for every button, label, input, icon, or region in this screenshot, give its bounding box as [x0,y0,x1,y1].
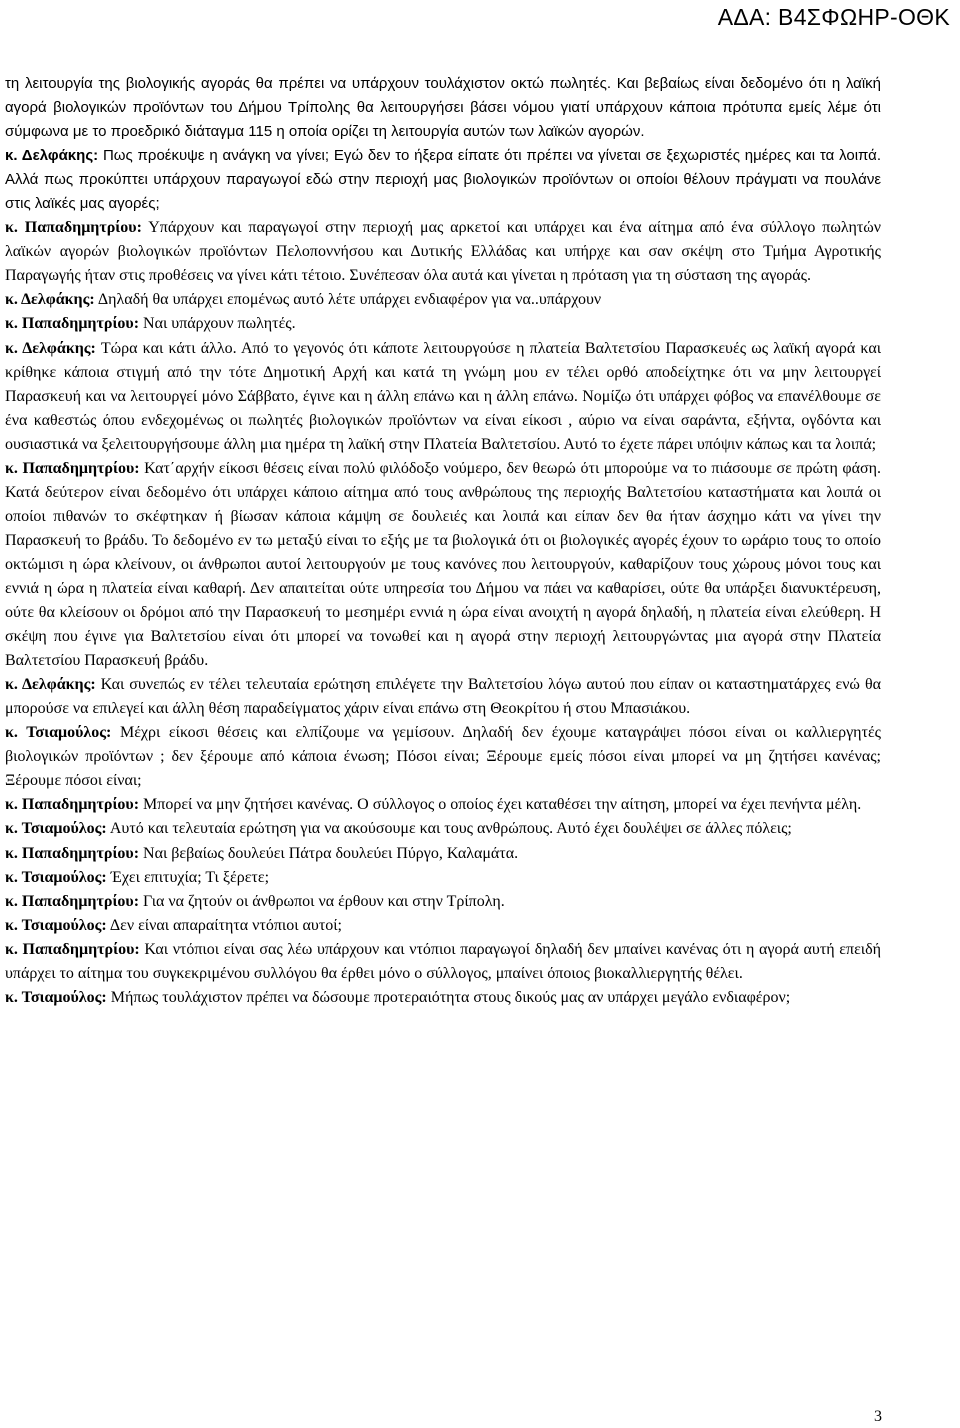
speaker-label: κ. Τσιαμούλος: [5,724,112,742]
paragraph-text: Υπάρχουν και παραγωγοί στην περιοχή μας αρκετοί και υπάρχει και ένα αίτημα από ένα σύλλογο πωλητών λαϊκών αγορών βιολογικών προϊόντων Πελοποννήσου και Δυτικής Ελλάδας και υπήρχε και σαν σκέψη στο Τμήμα Αγροτικής Παραγωγής ήταν στις προθέσεις να γίνει κάτι τέτοιο. Συνέπεσαν όλα αυτά και γίνεται η πρόταση για τη σύσταση της αγοράς. [5,219,882,285]
speaker-label: κ. Παπαδημητρίου: [5,892,140,910]
speaker-label: κ. Παπαδημητρίου: [5,459,140,477]
paragraph-tsiamoulos [5,721,881,793]
paragraph-text: Ναι υπάρχουν πωλητές. [143,315,296,333]
paragraph-text: Πως προέκυψε η ανάγκη να γίνει; Εγώ δεν το ήξερα είπατε ότι πρέπει να γίνεται σε ξεχωριστές ημέρες και τα λοιπά. Αλλά πως προκύπτει υπάρχουν παραγωγοί εδώ στην περιοχή μας βιολογικών προϊόντων οι οποίοι θέλουν πράγματι να πουλάνε στις λαϊκές μας αγορές; [5,147,882,213]
paragraph-papadimitriou [5,938,881,986]
paragraph-tsiamoulos [5,986,881,1010]
paragraph-text: τη λειτουργία της βιολογικής αγοράς θα πρέπει να υπάρχουν τουλάχιστον οκτώ πωλητές. Και βεβαίως είναι δεδομένο ότι η λαϊκή αγορά βιολογικών προϊόντων του Δήμου Τρίπολης θα λειτουργήσει βάσει νόμου γιατί υπάρχουν κάποια πρότυπα εμείς λέμε ότι σύμφωνα με το προεδρικό διάταγμα 115 η οποία ορίζει τη λειτουργία αυτών των λαϊκών αγορών. [5,75,881,141]
paragraph-text: Μήπως τουλάχιστον πρέπει να δώσουμε προτεραιότητα στους δικούς μας αν υπάρχει μεγάλο ενδιαφέρον; [110,988,791,1006]
paragraph-papadimitriou [5,890,881,914]
page-number: 3 [874,1408,882,1425]
speaker-label: κ. Δελφάκης: [5,291,95,309]
paragraph-text: Έχει επιτυχία; Τι ξέρετε; [110,868,270,886]
speaker-label: κ. Τσιαμούλος: [5,820,107,838]
paragraph-text: Για να ζητούν οι άνθρωποι να έρθουν και στην Τρίπολη. [143,892,505,910]
paragraph-tsiamoulos [5,914,881,938]
speaker-label: κ. Παπαδημητρίου: [5,315,140,333]
paragraph-text: Και ντόπιοι είναι σας λέω υπάρχουν και ντόπιοι παραγωγοί δηλαδή δεν μπαίνει κανένας ότι η αγορά αυτή επειδή υπάρχει το αίτημα του συγκεκριμένου συλλόγου θα έρθει μόνο ο σύλλογος, μπαίνει όποιος βιοκαλλιεργητής θέλει. [5,940,882,982]
paragraph-papadimitriou [5,842,881,866]
paragraph-papadimitriou [5,312,881,336]
paragraph-papadimitriou [5,457,881,673]
speaker-label: κ. Παπαδημητρίου: [5,796,140,814]
speaker-label: κ. Δελφάκης: [5,339,96,357]
paragraph-papadimitriou [5,216,881,288]
paragraph-text: Μέχρι είκοσι θέσεις και ελπίζουμε να γεμίσουν. Δηλαδή δεν έχουμε καταγράψει πόσοι είναι οι καλλιεργητές βιολογικών προϊόντων ; δεν ξέρουμε από κάποια ένωση; Πόσοι είναι; Ξέρουμε εμείς πόσοι είναι μπορεί να μη ζητήσει κανένας; Ξέρουμε πόσοι είναι; [5,724,881,790]
paragraph-text: Κατ΄αρχήν είκοσι θέσεις είναι πολύ φιλόδοξο νούμερο, δεν θεωρώ ότι μπορούμε να το πιάσουμε σε πρώτη φάση. Κατά δεύτερον είναι δεδομένο ότι υπάρχει κάποιο αίτημα από τους ανθρώπους της περιοχής Βαλτετσίου καταστήματα και λοιπά οι οποίοι πιθανών το σκέφτηκαν ή βίωσαν κάποια κάμψη σε δουλειές και λοιπά και είπαν δεν θα ήταν άσχημο κάτι να γίνει την Παρασκευή το βράδυ. Το δεδομένο εν τω μεταξύ είναι το εξής με τα βιολογικά ότι οι βιολογικές αγορές έχουν το ωράριο τους το οποίο οκτώμισι η ώρα κλείνουν, οι άνθρωποι αυτοί λειτουργούν με τους κανόνες που λειτουργούν, καθαρίζουν τους χώρους μόνοι τους και εννιά η ώρα η πλατεία είναι καθαρή. Δεν απαιτείται ούτε υπηρεσία του Δήμου να πάει να καθαρίσει, ούτε θα υπάρξει διανυκτέρευση, ούτε θα κλείσουν οι δρόμοι από την Παρασκευή το μεσημέρι εννιά η ώρα είναι ανοιχτή η αγορά δηλαδή, η πλατεία είναι ελεύθερη. Η σκέψη που έγινε για Βαλτετσίου είναι ότι μπορεί να τονωθεί και η αγορά στην περιοχή λειτουργώντας μια αγορά στην Πλατεία Βαλτετσίου Παρασκευή βράδυ. [5,459,882,670]
paragraph-text: Μπορεί να μην ζητήσει κανένας. Ο σύλλογος ο οποίος έχει καταθέσει την αίτηση, μπορεί να έχει πενήντα μέλη. [143,796,862,814]
paragraph-delfakis [5,673,881,721]
paragraph-tsiamoulos [5,866,881,890]
speaker-label: κ. Παπαδημητρίου: [5,940,140,958]
speaker-label: κ. Τσιαμούλος: [5,868,107,886]
paragraph-text: Αυτό και τελευταία ερώτηση για να ακούσουμε και τους ανθρώπους. Αυτό έχει δουλέψει σε άλλες πόλεις; [109,820,792,838]
paragraph-delfakis [5,288,881,312]
paragraph-delfakis [5,337,881,457]
paragraph-tsiamoulos [5,817,881,841]
speaker-label: κ. Τσιαμούλος: [5,988,107,1006]
paragraph-text: Και συνεπώς εν τέλει τελευταία ερώτηση επιλέγετε την Βαλτετσίου λόγω αυτού που είπαν οι καταστηματάρχες ενώ θα μπορούσε να επιλεγεί και άλλη θέση παραδείγματος χάριν είναι επάνω στη Θεοκρίτου ή στου Μπασιάκου. [5,676,881,718]
speaker-label: κ. Δελφάκης: [5,676,96,694]
paragraph-continuation [5,72,881,144]
transcript-body [5,72,881,1010]
ada-identifier: ΑΔΑ: Β4ΣΦΩΗΡ-ΟΘΚ [717,4,950,30]
paragraph-papadimitriou [5,793,881,817]
paragraph-text: Ναι βεβαίως δουλεύει Πάτρα δουλεύει Πύργο, Καλαμάτα. [143,844,519,862]
paragraph-text: Τώρα και κάτι άλλο. Από το γεγονός ότι κάποτε λειτουργούσε η πλατεία Βαλτετσίου Παρασκευές ως λαϊκή αγορά και κρίθηκε κάποια στιγμή από την τότε Δημοτική Αρχή και κατά τη γνώμη μου εν τέλει ορθό αποδείχτηκε ότι να μην λειτουργεί Παρασκευή και να λειτουργεί μόνο Σάββατο, έγινε και η άλλη επάνω και η άλλη επάνω. Νομίζω ότι υπάρχει φόβος να επανέλθουμε σε ένα καθεστώς όπου ενδεχομένως οι πωλητές βιολογικών προϊόντων να είναι είκοσι , αύριο να είναι σαράντα, εξήντα, ογδόντα και ουσιαστικά να ξελειτουργήσουμε άλλη μια ημέρα τη λαϊκή στην Πλατεία Βαλτετσίου. Αυτό το έχετε πάρει υπόψιν κάπως και τα λοιπά; [5,339,882,453]
speaker-label: κ. Δελφάκης: [5,147,99,165]
speaker-label: κ. Παπαδημητρίου: [5,219,142,237]
paragraph-text: Δηλαδή θα υπάρχει επομένως αυτό λέτε υπάρχει ενδιαφέρον για να..υπάρχουν [97,291,602,309]
speaker-label: κ. Παπαδημητρίου: [5,844,140,862]
paragraph-delfakis [5,144,881,216]
paragraph-text: Δεν είναι απαραίτητα ντόπιοι αυτοί; [109,916,342,934]
speaker-label: κ. Τσιαμούλος: [5,916,107,934]
